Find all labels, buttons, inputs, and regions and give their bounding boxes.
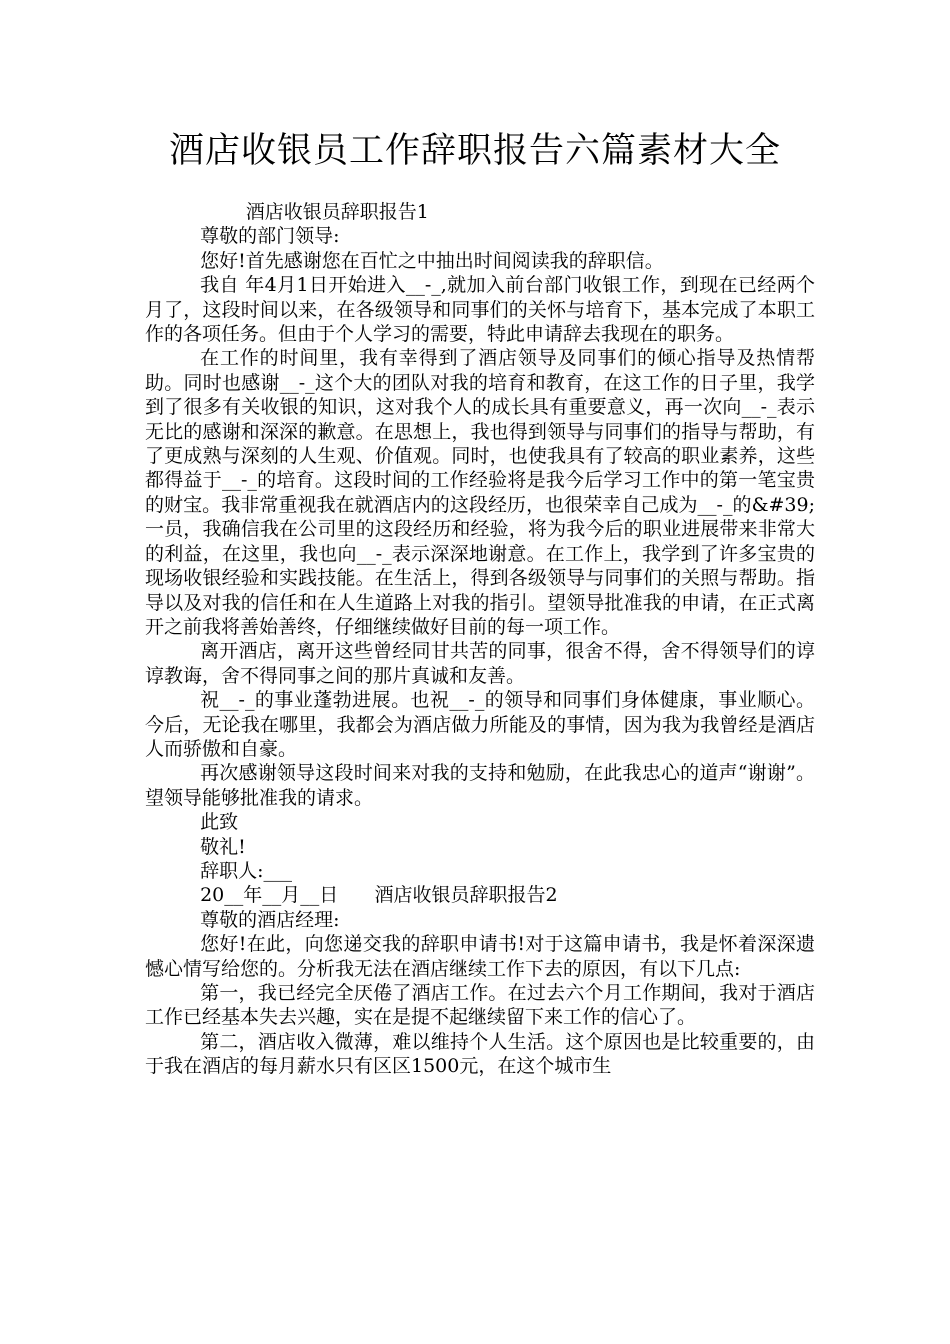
body-paragraph: 祝__-_的事业蓬勃进展。也祝__-_的领导和同事们身体健康，事业顺心。今后，无论我在哪里，我都会为酒店做力所能及的事情，因为我为我曾经是酒店人而骄傲和自豪。 xyxy=(145,689,815,760)
document-body xyxy=(145,200,815,1079)
salutation-paragraph: 尊敬的部门领导: xyxy=(200,225,340,248)
body-paragraph: 我自 年4月1日开始进入__-_,就加入前台部门收银工作，到现在已经两个月了，这段时间以来，在各级领导和同事们的关怀与培育下，基本完成了本职工作的各项任务。但由于个人学习的需要，特此申请辞去我现在的职务。 xyxy=(145,274,815,346)
signature-line: 辞职人:___ xyxy=(200,859,292,882)
document-title: 酒店收银员工作辞职报告六篇素材大全 xyxy=(168,131,781,171)
salutation-paragraph: 尊敬的酒店经理: xyxy=(200,908,340,931)
closing-line: 此致 xyxy=(200,811,239,834)
body-paragraph: 您好!首先感谢您在百忙之中抽出时间阅读我的辞职信。 xyxy=(200,249,664,272)
section-heading-report-1: 酒店收银员辞职报告1 xyxy=(245,201,429,223)
body-paragraph: 离开酒店，离开这些曾经同甘共苦的同事，很舍不得，舍不得领导们的谆谆教诲，舍不得同事之间的那片真诚和友善。 xyxy=(145,640,815,687)
body-paragraph: 您好!在此，向您递交我的辞职申请书!对于这篇申请书，我是怀着深深遗憾心情写给您的。分析我无法在酒店继续工作下去的原因，有以下几点: xyxy=(145,933,815,980)
body-paragraph: 再次感谢领导这段时间来对我的支持和勉励，在此我忠心的道声“谢谢”。望领导能够批准我的请求。 xyxy=(145,762,815,809)
body-paragraph: 第二，酒店收入微薄，难以维持个人生活。这个原因也是比较重要的，由于我在酒店的每月薪水只有区区1500元，在这个城市生 xyxy=(145,1030,815,1078)
closing-line: 敬礼! xyxy=(200,835,246,858)
body-paragraph: 在工作的时间里，我有幸得到了酒店领导及同事们的倾心指导及热情帮助。同时也感谢__-_这个大的团队对我的培育和教育，在这工作的日子里，我学到了很多有关收银的知识，这对我个人的成长具有重要意义，再一次向__-_表示无比的感谢和深深的歉意。在思想上，我也得到领导与同事们的指导与帮助，有了更成熟与深刻的人生观、价值观。同时，也使我具有了较高的职业素养，这些都得益于__-_的培育。这段时间的工作经验将是我今后学习工作中的第一笔宝贵的财宝。我非常重视我在就酒店内的这段经历，也很荣幸自己成为__-_的&#39;一员，我确信我在公司里的这段经历和经验，将为我今后的职业进展带来非常大的利益，在这里，我也向__-_表示深深地谢意。在工作上，我学到了许多宝贵的现场收银经验和实践技能。在生活上，得到各级领导与同事们的关照与帮助。指导以及对我的信任和在人生道路上对我的指引。望领导批准我的申请，在正式离开之前我将善始善终，仔细继续做好目前的每一项工作。 xyxy=(145,347,815,638)
body-paragraph: 第一，我已经完全厌倦了酒店工作。在过去六个月工作期间，我对于酒店工作已经基本失去兴趣，实在是提不起继续留下来工作的信心了。 xyxy=(145,982,815,1029)
date-and-heading-line: 20__年__月__日 酒店收银员辞职报告2 xyxy=(200,884,558,907)
